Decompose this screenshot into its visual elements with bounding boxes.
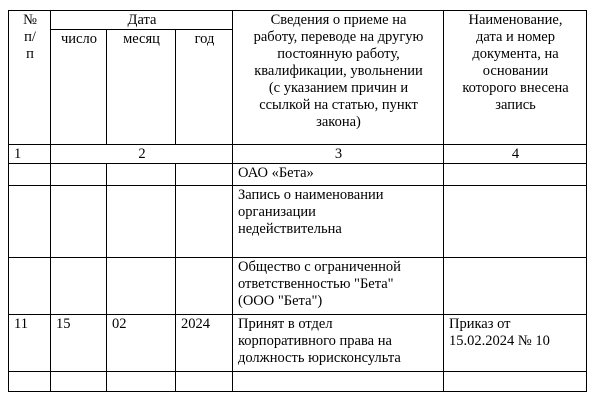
table-row (9, 372, 587, 392)
entry-info: Принят в отдел корпоративного права на должность юрисконсульта (233, 315, 444, 372)
header-date-group: Дата (51, 11, 233, 30)
cell-empty (176, 164, 233, 186)
cell-empty (107, 258, 176, 315)
cell-empty (107, 164, 176, 186)
header-year: год (176, 30, 233, 145)
cell-empty (444, 258, 587, 315)
column-number-2: 2 (51, 145, 233, 164)
cell-empty (9, 164, 51, 186)
header-number: № п/ п (9, 11, 51, 145)
table-row (9, 186, 587, 258)
entry-number: 11 (9, 315, 51, 372)
entry-day: 15 (51, 315, 107, 372)
column-number-4: 4 (444, 145, 587, 164)
entry-year: 2024 (176, 315, 233, 372)
invalid-record-note: Запись о наименовании организации недействительна (233, 186, 444, 258)
cell-empty (176, 258, 233, 315)
employment-record-table (8, 10, 587, 392)
cell-empty (107, 186, 176, 258)
table-row (9, 258, 587, 315)
entry-month: 02 (107, 315, 176, 372)
cell-empty (444, 164, 587, 186)
cell-empty (9, 258, 51, 315)
cell-empty (233, 372, 444, 392)
header-row (9, 11, 587, 30)
header-month: месяц (107, 30, 176, 145)
cell-empty (444, 372, 587, 392)
org-old-name: ОАО «Бета» (233, 164, 444, 186)
org-new-name: Общество с ограниченной ответственностью "Бета" (ООО "Бета") (233, 258, 444, 315)
cell-empty (51, 186, 107, 258)
cell-empty (444, 186, 587, 258)
column-number-3: 3 (233, 145, 444, 164)
cell-empty (51, 164, 107, 186)
header-day: число (51, 30, 107, 145)
cell-empty (9, 372, 51, 392)
header-info: Сведения о приеме на работу, переводе на другую постоянную работу, квалификации, увольнении (с указанием причин и ссылкой на статью, пункт закона) (233, 11, 444, 145)
header-document: Наименование, дата и номер документа, на основании которого внесена запись (444, 11, 587, 145)
column-number-1: 1 (9, 145, 51, 164)
cell-empty (51, 372, 107, 392)
cell-empty (51, 258, 107, 315)
column-number-row (9, 145, 587, 164)
cell-empty (176, 186, 233, 258)
cell-empty (9, 186, 51, 258)
entry-document: Приказ от 15.02.2024 № 10 (444, 315, 587, 372)
cell-empty (176, 372, 233, 392)
table-row (9, 315, 587, 372)
cell-empty (107, 372, 176, 392)
table-row (9, 164, 587, 186)
